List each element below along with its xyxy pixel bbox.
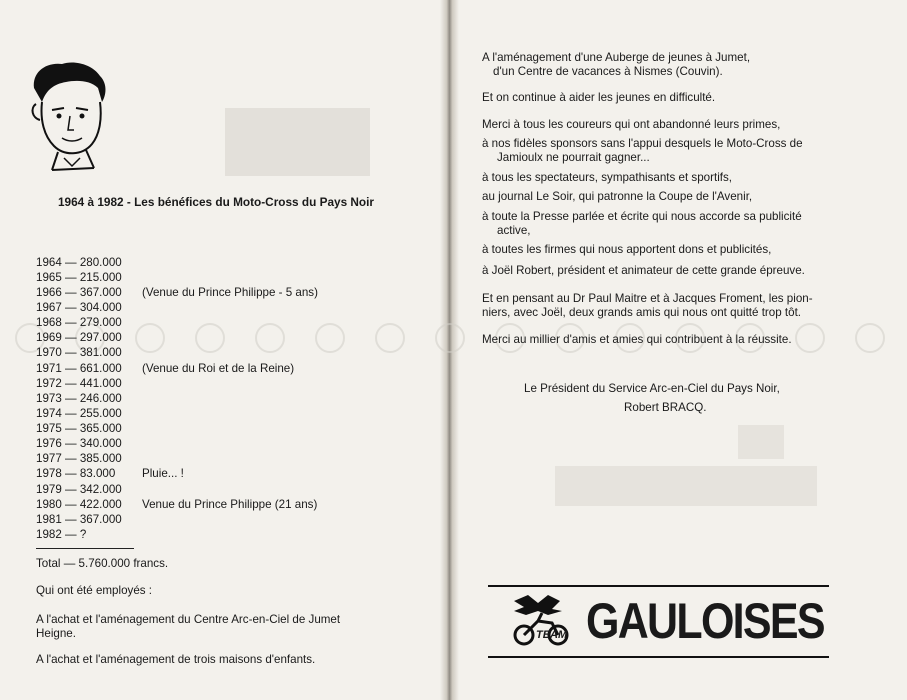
year-profit-entry: 1979 — 342.000 [36,483,122,496]
boy-portrait-icon [28,58,112,176]
right-line-11: à toutes les firmes qui nous apportent dons et publicités, [482,243,772,256]
total-line: Total — 5.760.000 francs. [36,557,169,570]
year-profit-row [36,407,142,421]
right-line-9: à toute la Presse parlée et écrite qui nous accorde sa publicité [482,210,802,223]
right-line-7: à tous les spectateurs, sympathisants et sportifs, [482,171,733,184]
right-line-13: Et en pensant au Dr Paul Maitre et à Jacques Froment, les pion- [482,292,813,305]
year-profit-row [36,528,142,542]
signature-title: Le Président du Service Arc-en-Ciel du Pays Noir, [524,382,780,395]
year-profit-note: (Venue du Prince Philippe - 5 ans) [142,286,318,299]
year-profit-entry: 1965 — 215.000 [36,271,122,284]
year-profit-row [36,331,142,345]
right-line-1: A l'aménagement d'une Auberge de jeunes à Jumet, [482,51,751,64]
year-profit-note: (Venue du Roi et de la Reine) [142,362,295,375]
total-divider [36,548,134,549]
year-profit-row [36,377,142,391]
right-line-14: niers, avec Joël, deux grands amis qui nous ont quitté trop tôt. [482,306,802,319]
year-profit-row [36,483,142,497]
year-profit-row [36,392,142,406]
used-heading: Qui ont été employés : [36,584,152,597]
year-profit-row [36,256,142,270]
year-profit-entry: 1972 — 441.000 [36,377,122,390]
year-profit-entry: 1973 — 246.000 [36,392,122,405]
winged-helmet-motorbike-icon [508,593,574,651]
profits-heading: 1964 à 1982 - Les bénéfices du Moto-Cross du Pays Noir [58,195,375,209]
year-profit-entry: 1970 — 381.000 [36,346,122,359]
team-logo [508,593,574,656]
year-profit-row [36,437,142,451]
year-profit-entry: 1974 — 255.000 [36,407,122,420]
right-line-15: Merci au millier d'amis et amies qui contribuent à la réussite. [482,333,792,346]
right-line-5: à nos fidèles sponsors sans l'appui desquels le Moto-Cross de [482,137,803,150]
year-profit-entry: 1971 — 661.000 [36,362,122,375]
right-line-3: Et on continue à aider les jeunes en difficulté. [482,91,716,104]
right-line-6: Jamioulx ne pourrait gagner... [497,151,650,164]
year-profit-entry: 1978 — 83.000 [36,467,116,480]
year-profit-row [36,422,142,436]
year-profit-entry: 1980 — 422.000 [36,498,122,511]
year-profit-entry: 1981 — 367.000 [36,513,122,526]
year-profit-entry: 1969 — 297.000 [36,331,122,344]
year-profit-entry: 1964 — 280.000 [36,256,122,269]
year-profit-row [36,271,142,285]
year-profit-entry: 1982 — ? [36,528,87,541]
year-profit-entry: 1967 — 304.000 [36,301,122,314]
year-profit-row [36,346,142,360]
gauloises-team-ad [488,585,829,658]
used-item-1-line-2: Heigne. [36,627,76,640]
year-profit-row [36,286,318,300]
year-profit-entry: 1968 — 279.000 [36,316,122,329]
boy-portrait-sketch [28,58,112,176]
right-line-10: active, [497,224,531,237]
year-profit-note: Pluie... ! [142,467,184,480]
year-profit-row [36,452,142,466]
year-profit-entry: 1976 — 340.000 [36,437,122,450]
year-profit-row [36,467,184,481]
gauloises-wordmark: GAULOISES [586,593,824,649]
right-line-4: Merci à tous les coureurs qui ont abandonné leurs primes, [482,118,781,131]
year-profit-row [36,513,142,527]
team-label: TEAM [536,629,568,641]
used-item-2: A l'achat et l'aménagement de trois maisons d'enfants. [36,653,316,666]
year-profit-entry: 1966 — 367.000 [36,286,122,299]
year-profit-row [36,301,142,315]
right-line-12: à Joël Robert, président et animateur de cette grande épreuve. [482,264,805,277]
used-item-1-line-1: A l'achat et l'aménagement du Centre Arc-en-Ciel de Jumet [36,613,341,626]
year-profit-entry: 1977 — 385.000 [36,452,122,465]
year-profit-note: Venue du Prince Philippe (21 ans) [142,498,318,511]
year-profit-entry: 1975 — 365.000 [36,422,122,435]
right-line-2: d'un Centre de vacances à Nismes (Couvin). [493,65,723,78]
signature-name: Robert BRACQ. [624,401,707,414]
year-profit-row [36,498,318,512]
year-profit-row [36,316,142,330]
year-profit-row [36,362,295,376]
right-line-8: au journal Le Soir, qui patronne la Coupe de l'Avenir, [482,190,753,203]
